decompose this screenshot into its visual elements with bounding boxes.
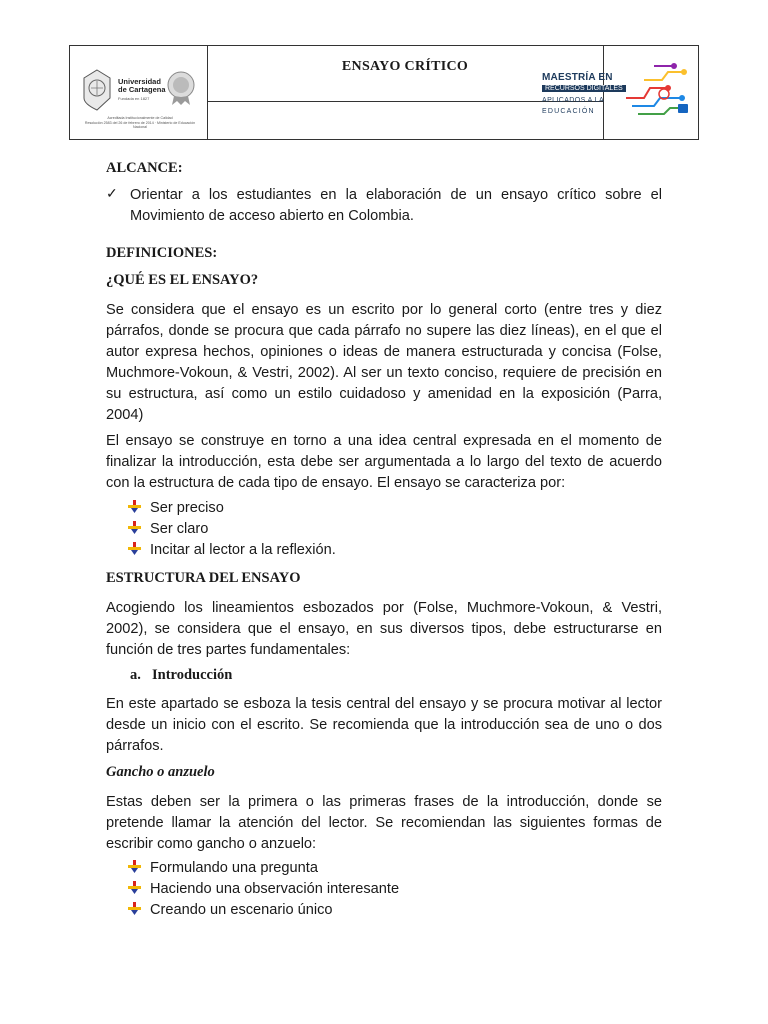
program-logo-line1: MAESTRÍA EN (542, 72, 613, 83)
pointer-arrow-icon (128, 521, 142, 535)
introduccion-paragraph: En este apartado se esboza la tesis central del ensayo y se procura motivar al lector desde un inicio con el escrito. Se recomienda que la introducción sea de uno o dos párrafos. (106, 696, 662, 754)
pointer-arrow-icon (128, 860, 142, 874)
university-footer-line2: Resolución 2583 del 26 de febrero de 2014 · Ministerio de Educación Nacional (84, 120, 196, 129)
definicion-paragraph-2: El ensayo se construye en torno a una idea central expresada en el momento de finalizar la introducción, esta debe ser argumentada a lo largo del texto de acuerdo con la estructura de cada tipo de ensayo. El ensayo se caracteriza por: (106, 433, 662, 491)
pointer-arrow-icon (128, 500, 142, 514)
university-crest-icon (80, 68, 114, 112)
alcance-item: Orientar a los estudiantes en la elaboración de un ensayo crítico sobre el Movimiento de acceso abierto en Colombia. (130, 187, 662, 224)
pointer-arrow-icon (128, 542, 142, 556)
university-subtitle: Fundada en 1827 (118, 96, 150, 101)
university-name (118, 78, 166, 94)
list-item (128, 881, 399, 897)
university-footer (80, 116, 200, 130)
program-logo-line4: EDUCACIÓN (542, 108, 595, 115)
list-item-text: Ser claro (150, 521, 209, 537)
list-item-text: Formulando una pregunta (150, 860, 318, 876)
list-item (128, 521, 208, 537)
program-logo-line3: APLICADOS A LA (542, 97, 605, 104)
estructura-heading: ESTRUCTURA DEL ENSAYO (106, 570, 301, 586)
alcance-heading: ALCANCE: (106, 160, 183, 176)
list-item-text: Haciendo una observación interesante (150, 881, 400, 897)
introduccion-heading: Introducción (152, 667, 233, 683)
header-logo-cell (70, 46, 208, 139)
university-footer-line1: Acreditada Institucionalmente de Calidad (107, 116, 173, 120)
gancho-paragraph: Estas deben ser la primera o las primeras frases de la introducción, donde se pretende llamar la atención del lector. Se recomiendan las siguientes formas de escribir como gancho o anzuelo: (106, 794, 662, 852)
university-name-line2: de Cartagena (118, 85, 166, 94)
pointer-arrow-icon (128, 881, 142, 895)
que-es-ensayo-heading: ¿QUÉ ES EL ENSAYO? (106, 272, 259, 288)
accreditation-seal-icon (166, 70, 196, 106)
list-item-text: Ser preciso (150, 500, 224, 516)
gancho-heading: Gancho o anzuelo (106, 764, 215, 780)
circuit-graphic-icon (624, 58, 694, 124)
list-item-text: Incitar al lector a la reflexión. (150, 542, 336, 558)
list-item (128, 902, 333, 918)
list-item (128, 542, 336, 558)
estructura-paragraph: Acogiendo los lineamientos esbozados por (Folse, Muchmore-Vokoun, & Vestri, 2002), se considera que el ensayo, en sus diversos tipos, debe estructurarse en función de tres partes fundamentales: (106, 600, 662, 658)
list-item-text: Creando un escenario único (150, 902, 333, 918)
list-item (128, 500, 224, 516)
document-title: ENSAYO CRÍTICO (341, 59, 469, 74)
program-logo (536, 52, 696, 132)
university-logo (80, 66, 200, 136)
definicion-paragraph-1: Se considera que el ensayo es un escrito por lo general corto (entre tres y diez párrafos, donde se procura que cada párrafo no supere las diez líneas), en el que el autor expresa hechos, opiniones o ideas de manera estructurada y concisa (Folse, Muchmore-Vokoun, & Vestri, 2002). Al ser un texto conciso, requiere de precisión en su estructura, así como un estilo cuidadoso y amenidad en la exposición (Parra, 2004) (106, 302, 662, 423)
university-name-line1: Universidad (118, 77, 161, 86)
list-item (128, 860, 318, 876)
program-logo-line2: RECURSOS DIGITALES (542, 85, 626, 92)
section-a-marker: a. (130, 667, 141, 683)
pointer-arrow-icon (128, 902, 142, 916)
checkmark-icon: ✓ (106, 185, 118, 201)
definiciones-heading: DEFINICIONES: (106, 245, 218, 261)
